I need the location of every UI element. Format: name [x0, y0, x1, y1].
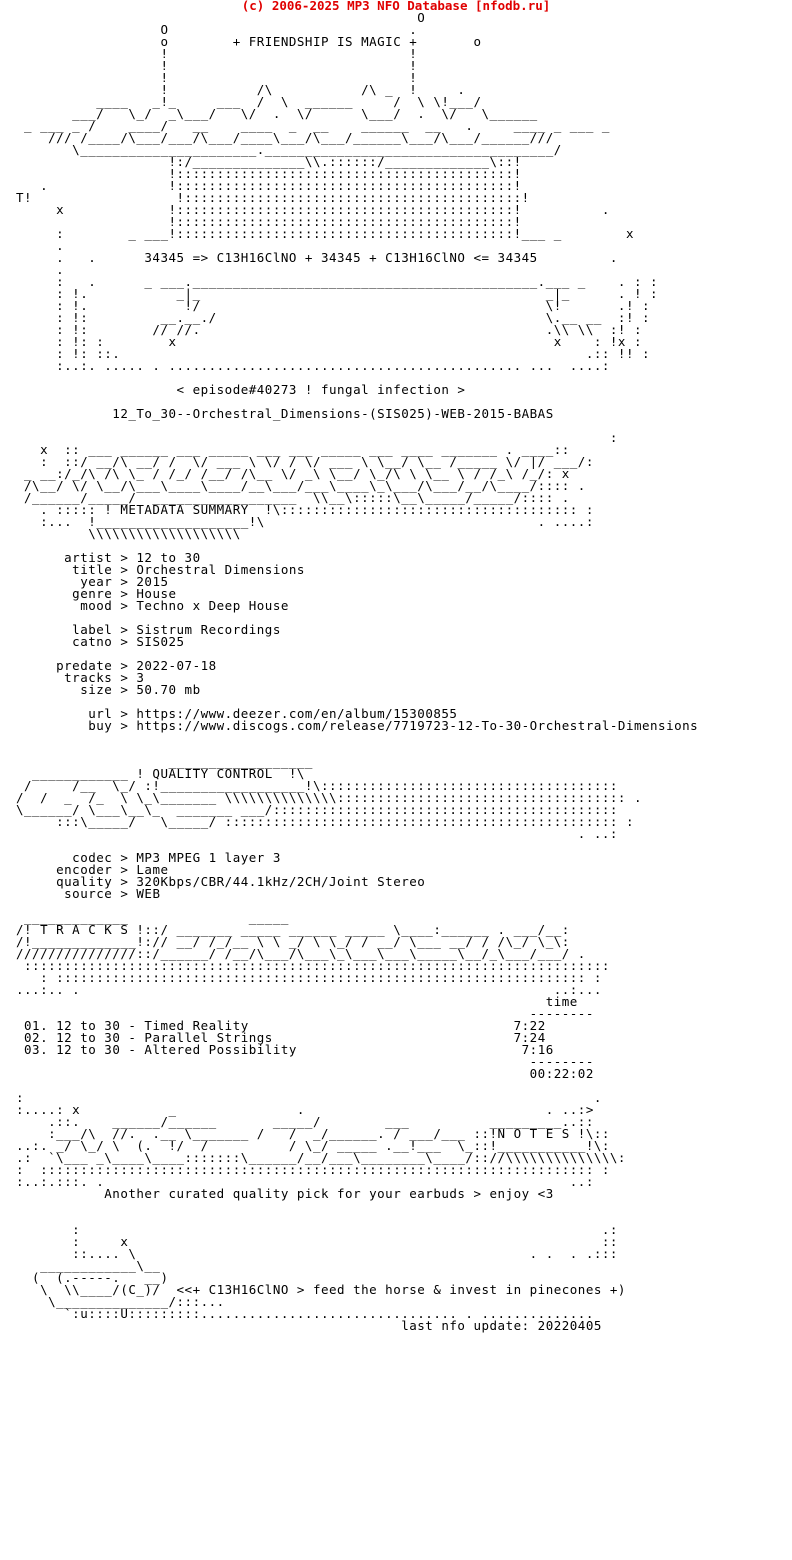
- metadata-list: [16, 550, 698, 733]
- nfo-document: [16, 12, 698, 1332]
- track-row: 01. 12 to 30 - Timed Reality 7:22: [16, 1018, 546, 1033]
- year-value: 2015: [136, 574, 169, 589]
- metadata-row: title > Orchestral Dimensions: [16, 562, 305, 577]
- tracks-banner: _____________ _____ /! T R A C K S !::/ _______ _____ ______ _____ \____:______ . ___/__: /!_____________!:// __/ /_/__ \ \ _/ \ \_/ / __/ \___ __/ / /\_/ \_\: ///////////////::/______/ /__/\___/\___\_\___\___\_____\__/_\___/___/ . ::::::::::::::::::::::::::::::::::::::::::::::::::::::::::::::::::::::::: : :::::::::::::::::::::::::::::::::::::::::::::::::::::::::::::::::: : ...:.. . ..:...: [16, 910, 610, 997]
- track-title: 12 to 30 - Timed Reality: [56, 1018, 249, 1033]
- chemical-formula: . . . 34345 => C13H16ClNO + 34345 + C13H16ClNO <= 34345 .: [56, 238, 618, 265]
- metadata-row: buy > https://www.discogs.com/release/7719723-12-To-30-Orchestral-Dimensions: [16, 718, 699, 733]
- metadata-row: size > 50.70 mb: [16, 682, 201, 697]
- tracks-total: -------- 00:22:02: [529, 1054, 594, 1081]
- metadata-row: artist > 12 to 30: [16, 550, 201, 565]
- mood-value: Techno x Deep House: [136, 598, 289, 613]
- metadata-row: label > Sistrum Recordings: [16, 622, 281, 637]
- footer-art: : .: : x :: ::.... \ . . . .::: ____________\__ ( (.-----. __) \ \\____/(C_)/ <<+ C13H16ClNO > feed the horse & invest in pinecones +) \______________/:::... `:u::::U:::::::::................................ . ..............: [32, 1222, 626, 1321]
- track-time: 7:22: [513, 1018, 546, 1033]
- metadata-summary-banner: : x :: ___ ______ ___ _____ ___ ___ _____ ___ ____ _______ . ____:: : ::/ __/\ __/ / \/ ___ \ \/ / \/ ___ \ \__/ \__ /_____ \/ |/ ___/: _ __:/_/\ /\ \_ / /_/ /__/ /\__ \/ _\ \__/ \_/\ \ \__ \ / /_\ /_/: x /\__/ \/ \__/\___\____\____/__\___/___\____\_\___/\___/__/\____/:::: . /______/_____/ __________________ \\__\:::::\__\_____/_____/:::: . . ::::: ! METADATA SUMMARY !\::::::::::::::::::::::::::::::::::::: : :... !___________________!\ . ....: \\\\\\\\\\\\\\\\\\\: [24, 430, 618, 541]
- tracks-count-value: 3: [136, 670, 145, 685]
- quality-value: 320Kbps/CBR/44.1kHz/2CH/Joint Stereo: [136, 874, 426, 889]
- source-value: WEB: [136, 886, 161, 901]
- metadata-row: url > https://www.deezer.com/en/album/15300855: [16, 706, 458, 721]
- tracks-header: time --------: [529, 994, 594, 1021]
- metadata-row: catno > SIS025: [16, 634, 185, 649]
- metadata-row: year > 2015: [16, 574, 169, 589]
- quality-row: codec > MP3 MPEG 1 layer 3: [16, 850, 281, 865]
- artist-value: 12 to 30: [136, 550, 201, 565]
- notes-banner: : . :....: x _ . . ..:> .::. ______/______ _____/ ___ _________..:: :___/\ //. .__ \_______ / / _/______. / ___/___ ::!N O T E S !\:: ..:. _/ \_/ \ (. !/ / / \_/ _____ .__!___ \_::!___________!\: .: `\___ _\____\____:::::::\______/__/___\________\____/:://\\\\\\\\\\\\\\: : ::::::::::::::::::::::::::::::::::::::::::::::::::::::::::::::::::::: : :..:.:::. . ..:: [16, 1090, 626, 1189]
- track-time: 7:24: [513, 1030, 546, 1045]
- last-update: last nfo update: 20220405: [16, 1318, 602, 1333]
- metadata-row: predate > 2022-07-18: [16, 658, 217, 673]
- track-time: 7:16: [521, 1042, 554, 1057]
- size-value: 50.70 mb: [136, 682, 201, 697]
- notes-text: Another curated quality pick for your earbuds > enjoy <3: [16, 1186, 554, 1201]
- url-link: https://www.deezer.com/en/album/15300855: [136, 706, 458, 721]
- catno-value: SIS025: [136, 634, 185, 649]
- genre-value: House: [136, 586, 177, 601]
- track-title: 12 to 30 - Parallel Strings: [56, 1030, 273, 1045]
- metadata-row: mood > Techno x Deep House: [16, 598, 289, 613]
- encoder-value: Lame: [136, 862, 169, 877]
- release-name: 12_To_30--Orchestral_Dimensions-(SIS025)-WEB-2015-BABAS: [16, 406, 554, 421]
- predate-value: 2022-07-18: [136, 658, 217, 673]
- metadata-row: tracks > 3: [16, 670, 145, 685]
- track-list: [16, 1018, 554, 1057]
- track-title: 12 to 30 - Altered Possibility: [56, 1042, 297, 1057]
- quality-list: [16, 850, 425, 901]
- track-row: 02. 12 to 30 - Parallel Strings 7:24: [16, 1030, 546, 1045]
- quality-row: encoder > Lame: [16, 862, 169, 877]
- track-row: 03. 12 to 30 - Altered Possibility 7:16: [16, 1042, 554, 1057]
- episode-line: < episode#40273 ! fungal infection >: [16, 382, 466, 397]
- quality-row: source > WEB: [16, 886, 161, 901]
- ascii-art-frame: . : . _ ___.___________________________________________.___ _ . : : : !. _|_ _|_ . ! : : !. !/ \! .! : : !: __.__./ \.__ __ :! : : !: // //. .\\ \\ :! : : !: : x x : !x : : !: ::. .:: !! : :..:. ..... . ............................................ ... ....:: [56, 262, 659, 373]
- site-credit-header: (c) 2006-2025 MP3 NFO Database [nfodb.ru]: [241, 0, 551, 13]
- quality-control-banner: __________________ ____________ ! QUALITY CONTROL !\ / /__ \_/ :!__________________!\::::::::::::::::::::::::::::::::::::: / / _ /_ \ \_\_______ \\\\\\\\\\\\\\:::::::::::::::::::::::::::::::::::: . \______/ \___\__\_ _______ ___/::::::::::::::::::::::::::::::::::::::::::: :::\_____/ \_____/ ::::::::::::::::::::::::::::::::::::::::::::::::: : . ..:: [16, 754, 642, 841]
- buy-link: https://www.discogs.com/release/7719723-12-To-30-Orchestral-Dimensions: [136, 718, 699, 733]
- metadata-row: genre > House: [16, 586, 177, 601]
- title-value: Orchestral Dimensions: [136, 562, 305, 577]
- ascii-art-banner: O O . o + FRIENDSHIP IS MAGIC + o ! ! ! ! ! ! ! /\ /\ _ ! . ____ _!_ ___ / \ ______ / \ \!___/ ___/ \_/ _\___/ \/ . \/ \___/ . \/ \______ _ ___ _ / ____/ __ ____ _ __ ______ __ . ____ _ ___ _ /// /____/\___/___/\___/____\___/\___/______\___/\___/______/// \______________________.____________________________________/ !:/______________\\.::::::/_____________\::! !::::::::::::::::::::::::::::::::::::::::::! . !::::::::::::::::::::::::::::::::::::::::::! T! !::::::::::::::::::::::::::::::::::::::::::! x !::::::::::::::::::::::::::::::::::::::::::! . !::::::::::::::::::::::::::::::::::::::::::! : _ ___!::::::::::::::::::::::::::::::::::::::::::!___ _ x: [16, 10, 634, 241]
- label-value: Sistrum Recordings: [136, 622, 281, 637]
- quality-row: quality > 320Kbps/CBR/44.1kHz/2CH/Joint Stereo: [16, 874, 426, 889]
- codec-value: MP3 MPEG 1 layer 3: [136, 850, 281, 865]
